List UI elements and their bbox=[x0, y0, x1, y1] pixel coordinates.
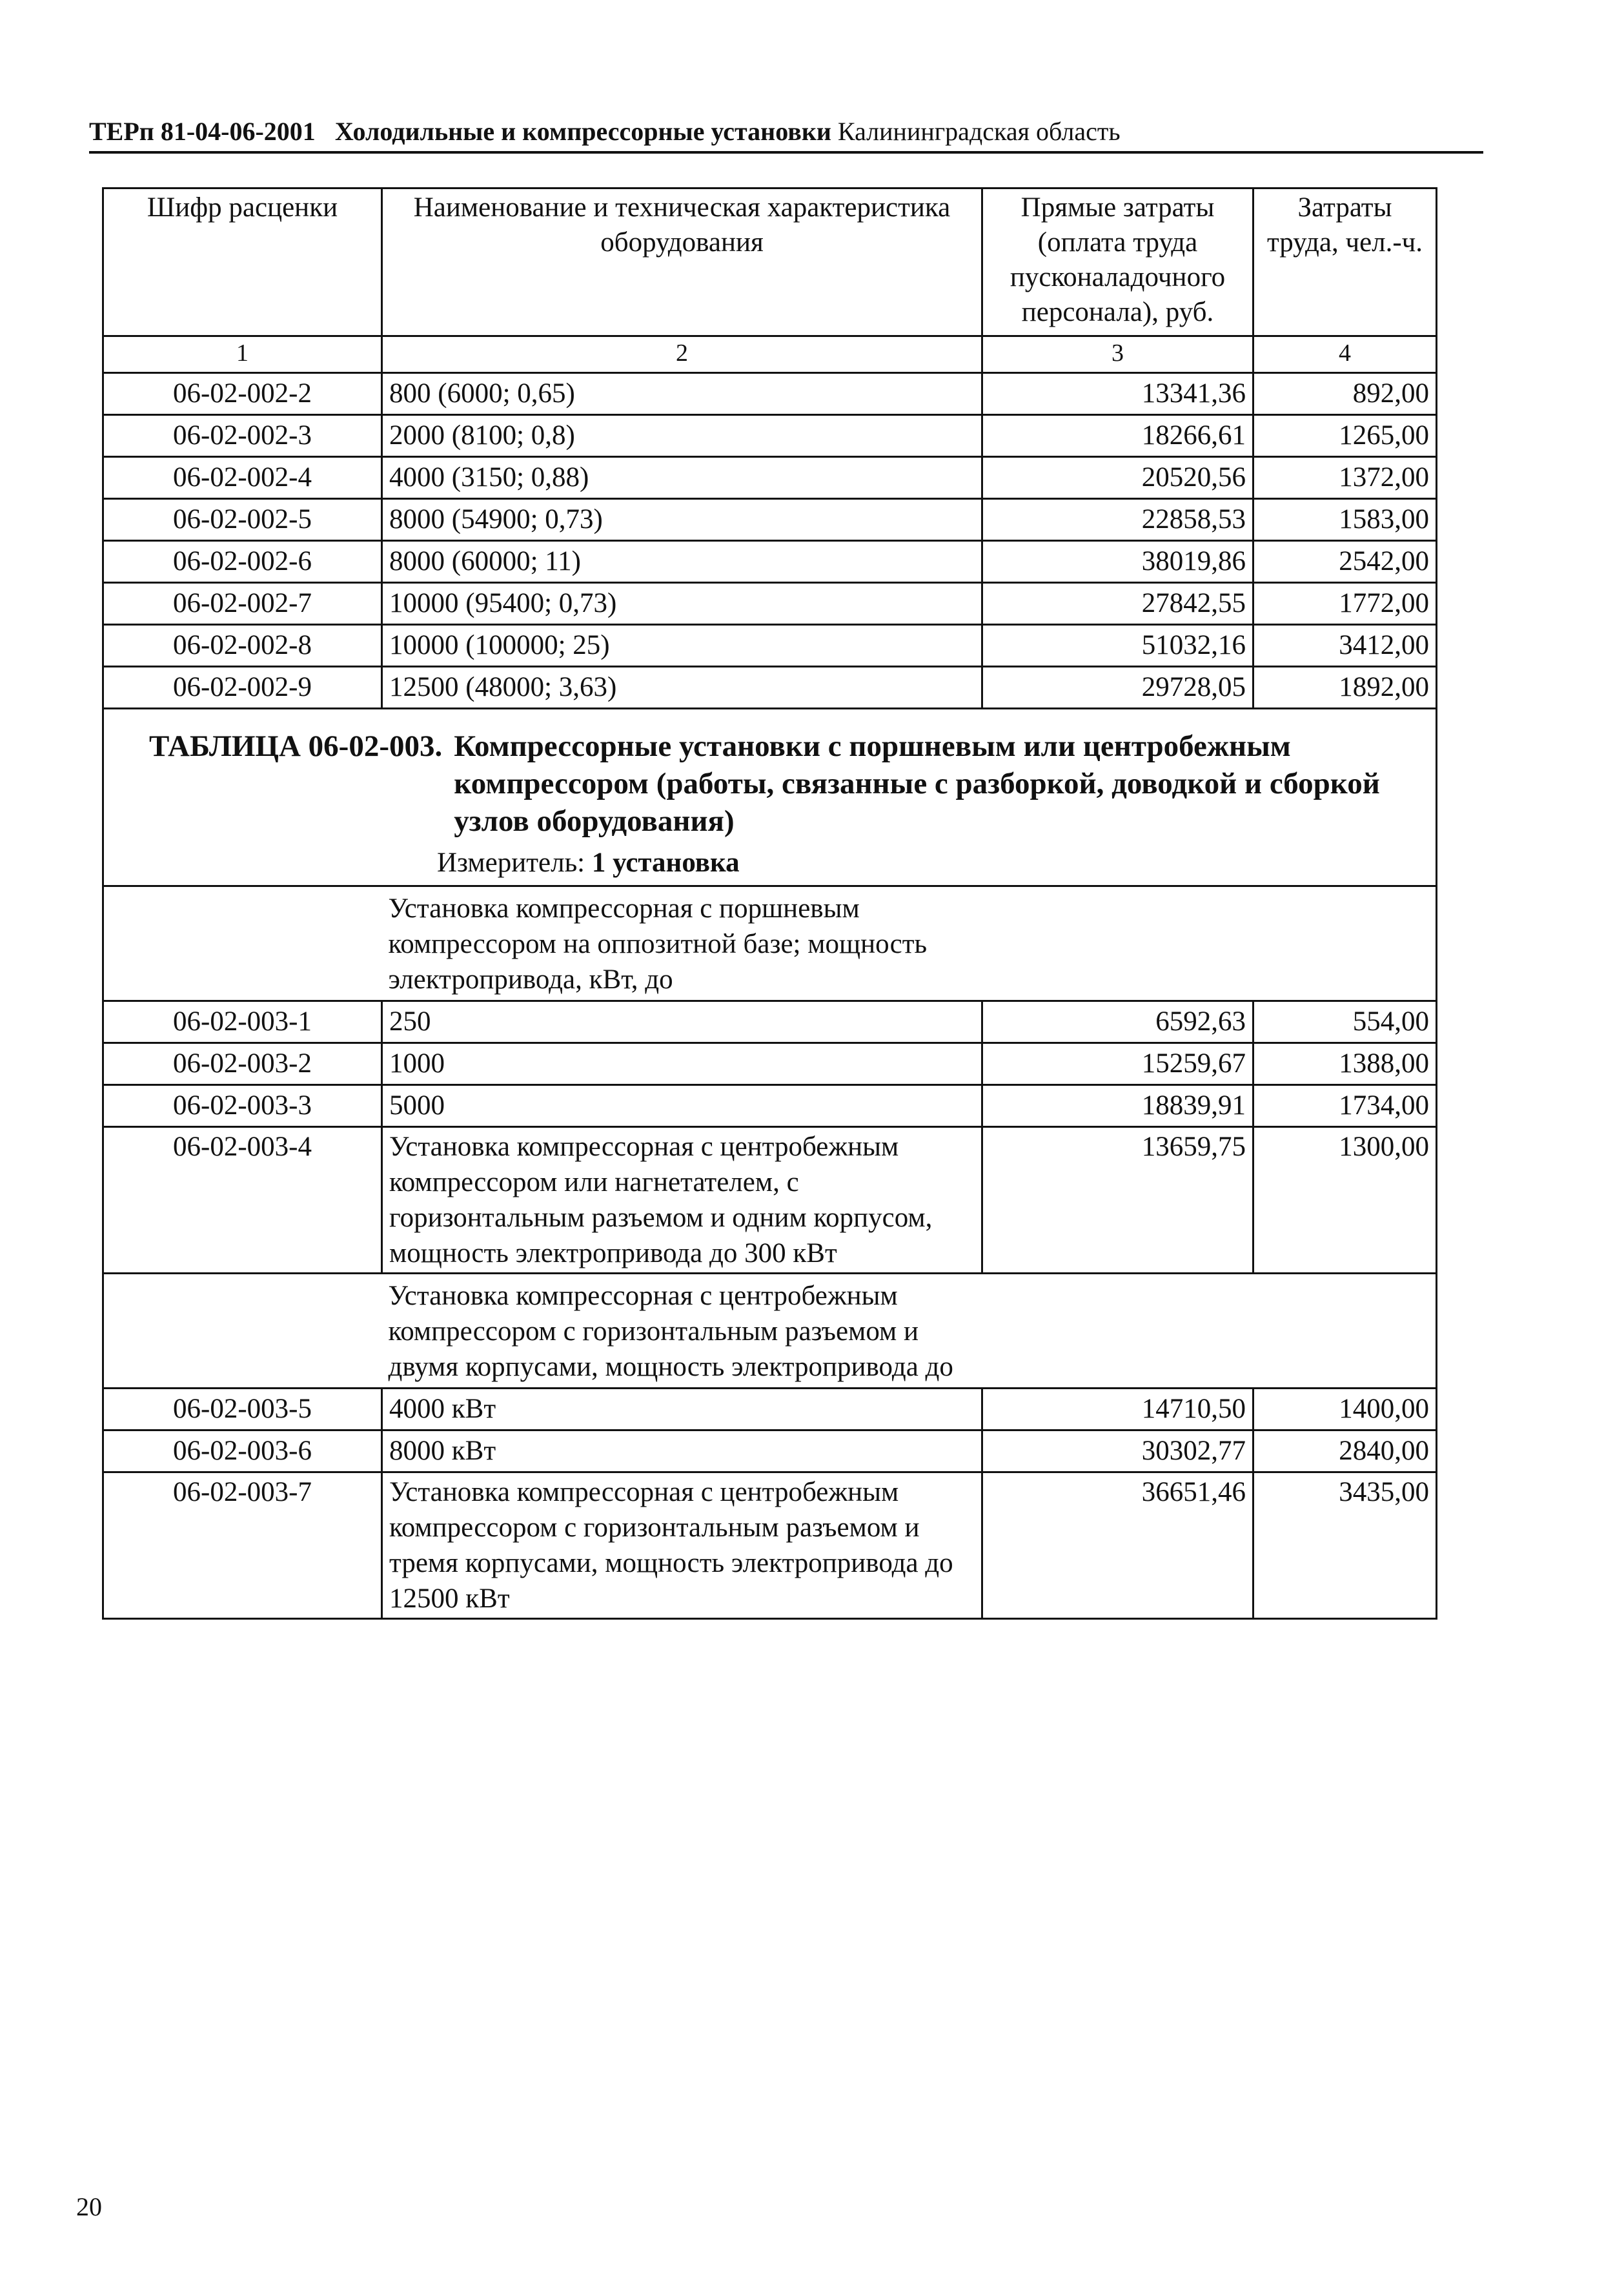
row-cost: 13341,36 bbox=[982, 373, 1254, 415]
row-labor: 1892,00 bbox=[1254, 667, 1437, 709]
row-cost: 27842,55 bbox=[982, 583, 1254, 625]
table-row bbox=[103, 625, 1437, 667]
row-name: 12500 (48000; 3,63) bbox=[382, 667, 982, 709]
row-name: 8000 (54900; 0,73) bbox=[382, 499, 982, 541]
row-labor: 554,00 bbox=[1254, 1001, 1437, 1043]
row-code: 06-02-003-4 bbox=[103, 1127, 382, 1274]
row-labor: 1372,00 bbox=[1254, 457, 1437, 499]
row-name: 8000 кВт bbox=[382, 1430, 982, 1472]
row-code: 06-02-002-6 bbox=[103, 541, 382, 583]
row-cost: 36651,46 bbox=[982, 1472, 1254, 1619]
page-number: 20 bbox=[76, 2192, 102, 2221]
doc-code: ТЕРп 81-04-06-2001 bbox=[89, 117, 316, 146]
row-cost: 38019,86 bbox=[982, 541, 1254, 583]
header-rule bbox=[89, 151, 1483, 154]
row-name: 10000 (100000; 25) bbox=[382, 625, 982, 667]
row-labor: 2542,00 bbox=[1254, 541, 1437, 583]
table-003-title-cell bbox=[103, 709, 1437, 886]
table-row bbox=[103, 415, 1437, 457]
row-code: 06-02-003-1 bbox=[103, 1001, 382, 1043]
table-row bbox=[103, 583, 1437, 625]
row-name: 250 bbox=[382, 1001, 982, 1043]
col-number: 1 bbox=[103, 336, 382, 373]
table-row bbox=[103, 457, 1437, 499]
meter-value: 1 установка bbox=[591, 848, 740, 878]
row-code: 06-02-002-2 bbox=[103, 373, 382, 415]
group-description bbox=[382, 886, 1437, 1001]
col-number: 4 bbox=[1254, 336, 1437, 373]
row-code: 06-02-003-7 bbox=[103, 1472, 382, 1619]
row-code: 06-02-002-5 bbox=[103, 499, 382, 541]
row-labor: 892,00 bbox=[1254, 373, 1437, 415]
group-1-text: Установка компрессорная с поршневым компрессором на оппозитной базе; мощность электропривода, кВт, до bbox=[388, 893, 928, 995]
row-labor: 1734,00 bbox=[1254, 1085, 1437, 1127]
row-name: 800 (6000; 0,65) bbox=[382, 373, 982, 415]
row-name: 2000 (8100; 0,8) bbox=[382, 415, 982, 457]
row-cost: 18266,61 bbox=[982, 415, 1254, 457]
row-name: 5000 bbox=[382, 1085, 982, 1127]
row-code: 06-02-002-8 bbox=[103, 625, 382, 667]
row-name: 8000 (60000; 11) bbox=[382, 541, 982, 583]
row-cost: 22858,53 bbox=[982, 499, 1254, 541]
row-labor: 2840,00 bbox=[1254, 1430, 1437, 1472]
row-labor: 1400,00 bbox=[1254, 1389, 1437, 1430]
row-name: 4000 кВт bbox=[382, 1389, 982, 1430]
table-row bbox=[103, 1127, 1437, 1274]
table-row bbox=[103, 541, 1437, 583]
col-header-code: Шифр расценки bbox=[103, 188, 382, 336]
group-row bbox=[103, 886, 1437, 1001]
row-code: 06-02-003-2 bbox=[103, 1043, 382, 1085]
page-header bbox=[89, 115, 1483, 148]
table-003-title bbox=[149, 728, 1423, 840]
table-003-title-row bbox=[103, 709, 1437, 886]
row-code: 06-02-003-6 bbox=[103, 1430, 382, 1472]
doc-region: Калининградская область bbox=[837, 117, 1121, 146]
row-name: 4000 (3150; 0,88) bbox=[382, 457, 982, 499]
rows-003a bbox=[103, 1001, 1437, 1127]
row-cost: 30302,77 bbox=[982, 1430, 1254, 1472]
row-labor: 1583,00 bbox=[1254, 499, 1437, 541]
row-cost: 6592,63 bbox=[982, 1001, 1254, 1043]
row-code: 06-02-002-3 bbox=[103, 415, 382, 457]
col-header-name: Наименование и техническая характеристика оборудования bbox=[382, 188, 982, 336]
rows-002 bbox=[103, 373, 1437, 709]
row-code: 06-02-002-4 bbox=[103, 457, 382, 499]
table-003-label: ТАБЛИЦА 06-02-003. bbox=[149, 729, 443, 763]
row-labor: 3435,00 bbox=[1254, 1472, 1437, 1619]
table-row bbox=[103, 373, 1437, 415]
table-003-title-text: Компрессорные установки с поршневым или центробежным компрессором (работы, связанные с разборкой, доводкой и сборкой узлов оборудования) bbox=[454, 729, 1380, 838]
table-row bbox=[103, 1085, 1437, 1127]
row-cost: 14710,50 bbox=[982, 1389, 1254, 1430]
row-code: 06-02-002-7 bbox=[103, 583, 382, 625]
meter-label: Измеритель: bbox=[437, 848, 585, 878]
group-2-text: Установка компрессорная с центробежным компрессором с горизонтальным разъемом и двумя корпусами, мощность электропривода до bbox=[388, 1281, 953, 1382]
row-name: Установка компрессорная с центробежным компрессором или нагнетателем, с горизонтальным разъемом и одним корпусом, мощность электропривода до 300 кВт bbox=[382, 1127, 982, 1274]
row-name: 10000 (95400; 0,73) bbox=[382, 583, 982, 625]
table-row bbox=[103, 499, 1437, 541]
row-cost: 51032,16 bbox=[982, 625, 1254, 667]
row-code: 06-02-002-9 bbox=[103, 667, 382, 709]
table-row bbox=[103, 1430, 1437, 1472]
row-labor: 1265,00 bbox=[1254, 415, 1437, 457]
table-row bbox=[103, 1043, 1437, 1085]
col-header-cost: Прямые затраты (оплата труда пусконаладочного персонала), руб. bbox=[982, 188, 1254, 336]
row-labor: 1300,00 bbox=[1254, 1127, 1437, 1274]
doc-title: Холодильные и компрессорные установки bbox=[334, 117, 831, 146]
row-cost: 15259,67 bbox=[982, 1043, 1254, 1085]
col-header-labor: Затраты труда, чел.-ч. bbox=[1254, 188, 1437, 336]
table-row bbox=[103, 667, 1437, 709]
col-number: 3 bbox=[982, 336, 1254, 373]
column-headers bbox=[103, 188, 1437, 336]
col-number: 2 bbox=[382, 336, 982, 373]
row-cost: 20520,56 bbox=[982, 457, 1254, 499]
row-name: 1000 bbox=[382, 1043, 982, 1085]
row-cost: 13659,75 bbox=[982, 1127, 1254, 1274]
table-row bbox=[103, 1389, 1437, 1430]
row-labor: 1772,00 bbox=[1254, 583, 1437, 625]
price-table bbox=[102, 187, 1437, 1620]
row-name: Установка компрессорная с центробежным компрессором с горизонтальным разъемом и тремя корпусами, мощность электропривода до 12500 кВт bbox=[382, 1472, 982, 1619]
table-row bbox=[103, 1001, 1437, 1043]
table-row bbox=[103, 1472, 1437, 1619]
row-code: 06-02-003-3 bbox=[103, 1085, 382, 1127]
row-cost: 29728,05 bbox=[982, 667, 1254, 709]
row-code: 06-02-003-5 bbox=[103, 1389, 382, 1430]
group-description bbox=[382, 1274, 1437, 1389]
group-row bbox=[103, 1274, 1437, 1389]
row-labor: 3412,00 bbox=[1254, 625, 1437, 667]
meter bbox=[437, 845, 1423, 881]
row-cost: 18839,91 bbox=[982, 1085, 1254, 1127]
row-labor: 1388,00 bbox=[1254, 1043, 1437, 1085]
rows-003b bbox=[103, 1389, 1437, 1472]
column-numbers bbox=[103, 336, 1437, 373]
